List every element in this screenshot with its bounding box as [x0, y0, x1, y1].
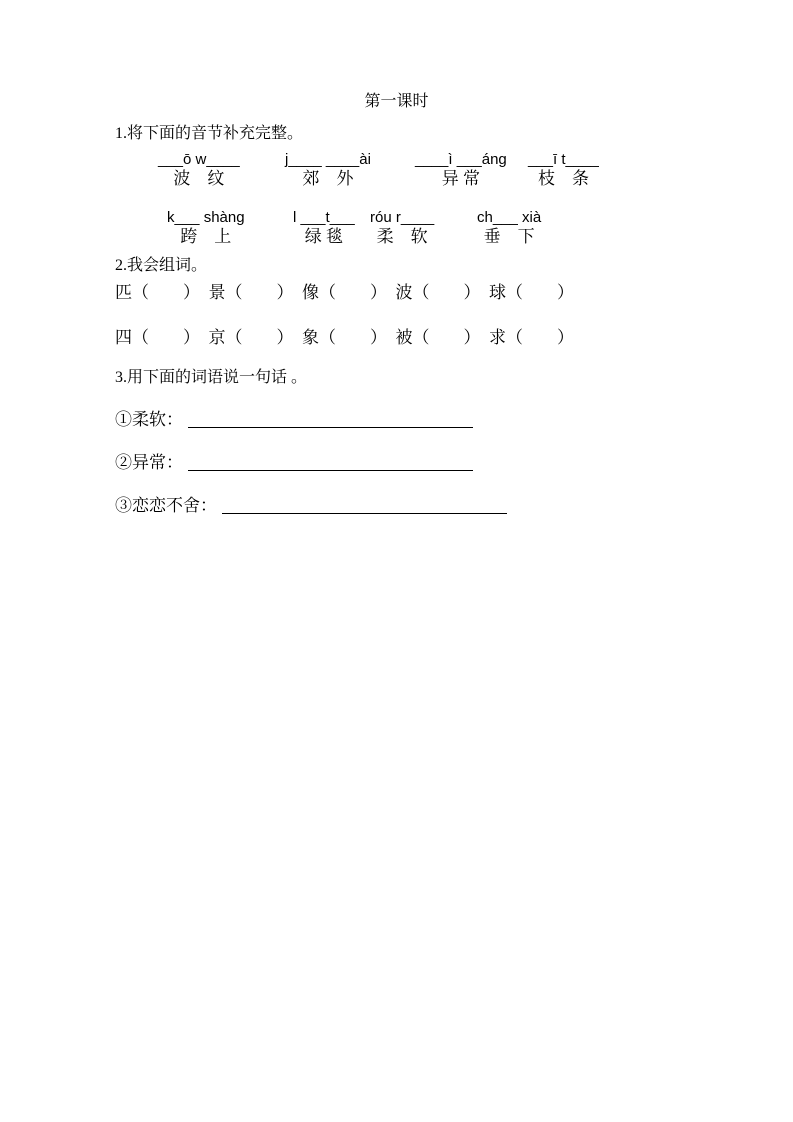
answer-line[interactable] [188, 456, 473, 471]
pinyin-line: ___ō w____ [158, 151, 240, 168]
pinyin-line: ch___ xià [477, 209, 542, 226]
page-title: 第一课时 [364, 93, 429, 110]
pinyin-group-zhitiao [528, 151, 599, 189]
answer-line[interactable] [188, 413, 473, 428]
hanzi-line: 垂 下 [483, 227, 535, 246]
sentence-label: ①柔软： [115, 410, 183, 429]
pinyin-group-kuashang [167, 209, 245, 247]
pinyin-line: ____ì ___áng [415, 151, 507, 168]
hanzi-line: 波 纹 [173, 169, 225, 188]
exercise2-heading: 2.我会组词。 [115, 257, 208, 274]
pinyin-group-lvtan [293, 209, 355, 247]
hanzi-line: 郊 外 [302, 169, 354, 188]
sentence-label: ③恋恋不舍： [115, 496, 217, 515]
hanzi-line: 枝 条 [537, 169, 589, 188]
exercise1-heading: 1.将下面的音节补充完整。 [115, 125, 304, 142]
sentence-item-rouruan [115, 410, 473, 430]
sentence-item-lianlianbushe [115, 496, 507, 516]
hanzi-line: 跨 上 [180, 227, 232, 246]
pinyin-line: róu r____ [370, 209, 435, 226]
answer-line[interactable] [222, 499, 507, 514]
exercise3-heading: 3.用下面的词语说一句话 。 [115, 369, 308, 386]
hanzi-line: 柔 软 [376, 227, 428, 246]
sentence-label: ②异常： [115, 453, 183, 472]
pinyin-line: j____ ____ài [285, 151, 371, 168]
pinyin-group-rouruan [370, 209, 434, 247]
pinyin-group-chuixia [477, 209, 541, 247]
hanzi-line: 异 常 [441, 169, 480, 188]
word-row-1: 匹（ ） 景（ ） 像（ ） 波（ ） 球（ ） [115, 283, 574, 302]
hanzi-line: 绿 毯 [304, 227, 343, 246]
pinyin-row-2 [0, 209, 793, 251]
word-row-2: 四（ ） 京（ ） 象（ ） 被（ ） 求（ ） [115, 328, 574, 347]
pinyin-group-bowen [158, 151, 240, 189]
pinyin-group-jiaowai [285, 151, 371, 189]
pinyin-row-1 [0, 151, 793, 193]
sentence-item-yichang [115, 453, 473, 473]
pinyin-line: k___ shàng [167, 209, 245, 226]
pinyin-group-yichang [415, 151, 507, 189]
pinyin-line: l ___t___ [293, 209, 355, 226]
pinyin-line: ___ī t____ [528, 151, 599, 168]
